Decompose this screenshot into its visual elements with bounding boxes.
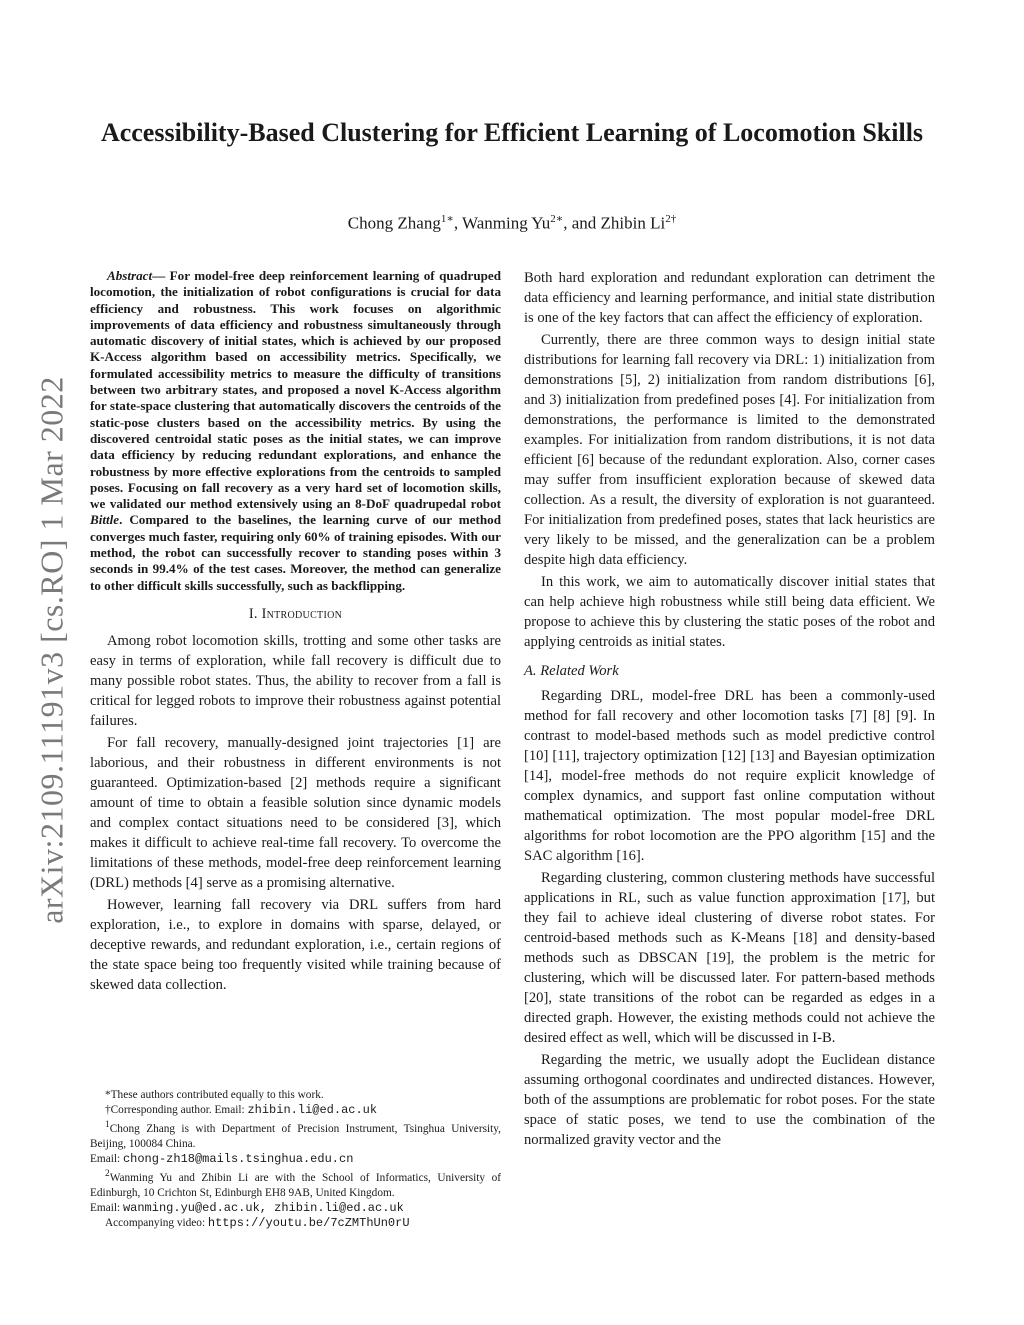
left-column	[90, 268, 501, 997]
footnote-video	[90, 1216, 501, 1231]
paragraph: However, learning fall recovery via DRL suffers from hard exploration, i.e., to explore in domains with sparse, delayed, or deceptive rewards, and redundant exploration, i.e., certain regions of the state space being too frequently visited while training because of skewed data collection.	[90, 896, 501, 993]
paragraph: Regarding DRL, model-free DRL has been a commonly-used method for fall recovery and other locomotion tasks [7] [8] [9]. In contrast to model-based methods such as model predictive control [10] [11], trajectory optimization [12] [13] and Bayesian optimization [14], model-free methods do not require explicit knowledge of complex dynamics, and support fast online computation without mathematical optimization. The most popular model-free DRL algorithms for robot locomotion are the PPO algorithm [15] and the SAC algorithm [16].	[524, 688, 935, 864]
robot-name: Bittle	[90, 512, 120, 528]
email-link[interactable]: wanming.yu@ed.ac.uk, zhibin.li@ed.ac.uk	[122, 1200, 404, 1215]
footnote-email-line	[90, 1201, 501, 1216]
abstract	[90, 268, 501, 594]
footnote-marker: 1	[105, 1120, 110, 1130]
footnote-text: Accompanying video:	[105, 1216, 208, 1229]
author-list	[100, 208, 924, 235]
abstract-text: For model-free deep reinforcement learning of quadruped locomotion, the initialization of robot configurations is crucial for data efficiency and robustness. This work focuses on algorithmic improvements of data efficiency and robustness simultaneously through automatic discovery of initial states, which is achieved by our proposed K-Access algorithm based on accessibility metrics. Specifically, we formulated accessibility metrics to measure the difficulty of transitions between two arbitrary states, and proposed a novel K-Access algorithm for state-space clustering that automatically discovers the centroids of the static-pose clusters based on the accessibility metrics. By using the discovered centroidal static poses as the initial states, we can improve data efficiency by reducing redundant explorations, and enhance the robustness by more effective explorations from the centroids to sampled poses. Focusing on fall recovery as a very hard set of locomotion skills, we validated our method extensively using an 8-DoF quadrupedal robot	[90, 268, 501, 512]
video-link[interactable]: https://youtu.be/7cZMThUn0rU	[207, 1215, 410, 1230]
footnote-equal-contribution: *These authors contributed equally to this work.	[105, 1089, 324, 1101]
email-link[interactable]: chong-zh18@mails.tsinghua.edu.cn	[122, 1151, 354, 1166]
footnote-email-line	[90, 1152, 501, 1167]
footnote-marker: 2	[105, 1168, 110, 1179]
paragraph: For fall recovery, manually-designed joint trajectories [1] are laborious, and their robustness in different environments is not guaranteed. Optimization-based [2] methods require a significant amount of time to obtain a feasible solution since dynamic models and complex contact situations need to be considered [3], which makes it difficult to achieve real-time fall recovery. To overcome the limitations of these methods, model-free deep reinforcement learning (DRL) methods [4] serve as a promising alternative.	[90, 734, 501, 891]
section-heading-introduction	[90, 606, 501, 623]
author-separator: ,	[453, 213, 463, 233]
footnote-affiliation-1	[90, 1118, 501, 1152]
author-name: Wanming Yu	[462, 213, 551, 233]
abstract-label: Abstract	[107, 268, 153, 283]
footnote-corresponding	[90, 1103, 501, 1118]
arxiv-identifier: arXiv:2109.11191v3 [cs.RO] 1 Mar 2022	[33, 376, 70, 924]
paper-title: Accessibility-Based Clustering for Efficient Learning of Locomotion Skills	[100, 118, 924, 147]
right-column	[524, 268, 935, 1152]
subsection-heading-related-work: A. Related Work	[524, 663, 619, 679]
abstract-dash: —	[152, 268, 166, 283]
paragraph: Regarding the metric, we usually adopt the Euclidean distance assuming orthogonal coordinates and undirected distances. However, both of the assumptions are problematic for robot poses. For the state space of static poses, we tend to use the combination of the normalized gravity vector and the	[524, 1052, 935, 1148]
footnote-affiliation-2	[90, 1167, 501, 1201]
author-name: Chong Zhang	[347, 213, 441, 233]
footnotes	[90, 1088, 501, 1231]
author-name: Zhibin Li	[600, 213, 666, 233]
footnote-text: Email:	[90, 1152, 123, 1165]
section-title: Introduction	[261, 605, 343, 622]
footnote-text: †Corresponding author. Email:	[105, 1104, 248, 1116]
paragraph: Among robot locomotion skills, trotting and some other tasks are easy in terms of exploration, while fall recovery is difficult due to many possible robot states. Thus, the ability to recover from a fall is critical for legged robots to improve their robustness against potential failures.	[90, 632, 501, 729]
author-affiliation-marker: 2∗	[550, 213, 564, 225]
paragraph: In this work, we aim to automatically discover initial states that can help achieve high robustness while still being data efficient. We propose to achieve this by clustering the static poses of the robot and applying centroids as initial states.	[524, 574, 935, 650]
author-affiliation-marker: 2†	[665, 213, 677, 225]
section-number: I.	[248, 605, 262, 622]
paragraph: Regarding clustering, common clustering methods have successful applications in RL, such as value function approximation [17], but they fail to achieve ideal clustering of diverse robot states. For centroid-based methods such as K-Means [18] and density-based methods such as DBSCAN [19], the problem is the metric for clustering, which will be discussed later. For pattern-based methods [20], state transitions of the robot can be regarded as edges in a directed graph. However, the existing methods could not achieve the desired effect as well, which will be discussed in I-B.	[524, 870, 935, 1046]
email-link[interactable]: zhibin.li@ed.ac.uk	[247, 1103, 378, 1117]
footnote-text: Chong Zhang is with Department of Precision Instrument, Tsinghua University, Beijing, 100084 China.	[90, 1122, 501, 1150]
author-separator: , and	[563, 213, 601, 233]
footnote-text: Email:	[90, 1201, 123, 1214]
paragraph: Currently, there are three common ways to design initial state distributions for learning fall recovery via DRL: 1) initialization from demonstrations [5], 2) initialization from random distributions [6], and 3) initialization from predefined poses [4]. For initialization from demonstrations, the performance is limited to the demonstrated examples. For initialization from random distributions, it is not data efficient [6] because of the redundant exploration. Also, corner cases may suffer from insufficient exploration because of skewed data collection. As a result, the diversity of exploration is not guaranteed. For initialization from predefined poses, states that lack heuristics are very likely to be missed, and the generalization can be a problem despite high data efficiency.	[524, 332, 935, 568]
footnote-text: Wanming Yu and Zhibin Li are with the School of Informatics, University of Edinburgh, 10 Crichton St, Edinburgh EH8 9AB, United Kingdom.	[90, 1171, 501, 1199]
author-affiliation-marker: 1∗	[440, 213, 454, 225]
paragraph: Both hard exploration and redundant exploration can detriment the data efficiency and learning performance, and initial state distribution is one of the key factors that can affect the efficiency of exploration.	[524, 270, 935, 326]
abstract-text: . Compared to the baselines, the learning curve of our method converges much faster, requiring only 60% of training episodes. With our method, the robot can successfully recover to standing poses within 3 seconds in 99.4% of the test cases. Moreover, the method can generalize to other difficult skills successfully, such as backflipping.	[90, 512, 501, 593]
